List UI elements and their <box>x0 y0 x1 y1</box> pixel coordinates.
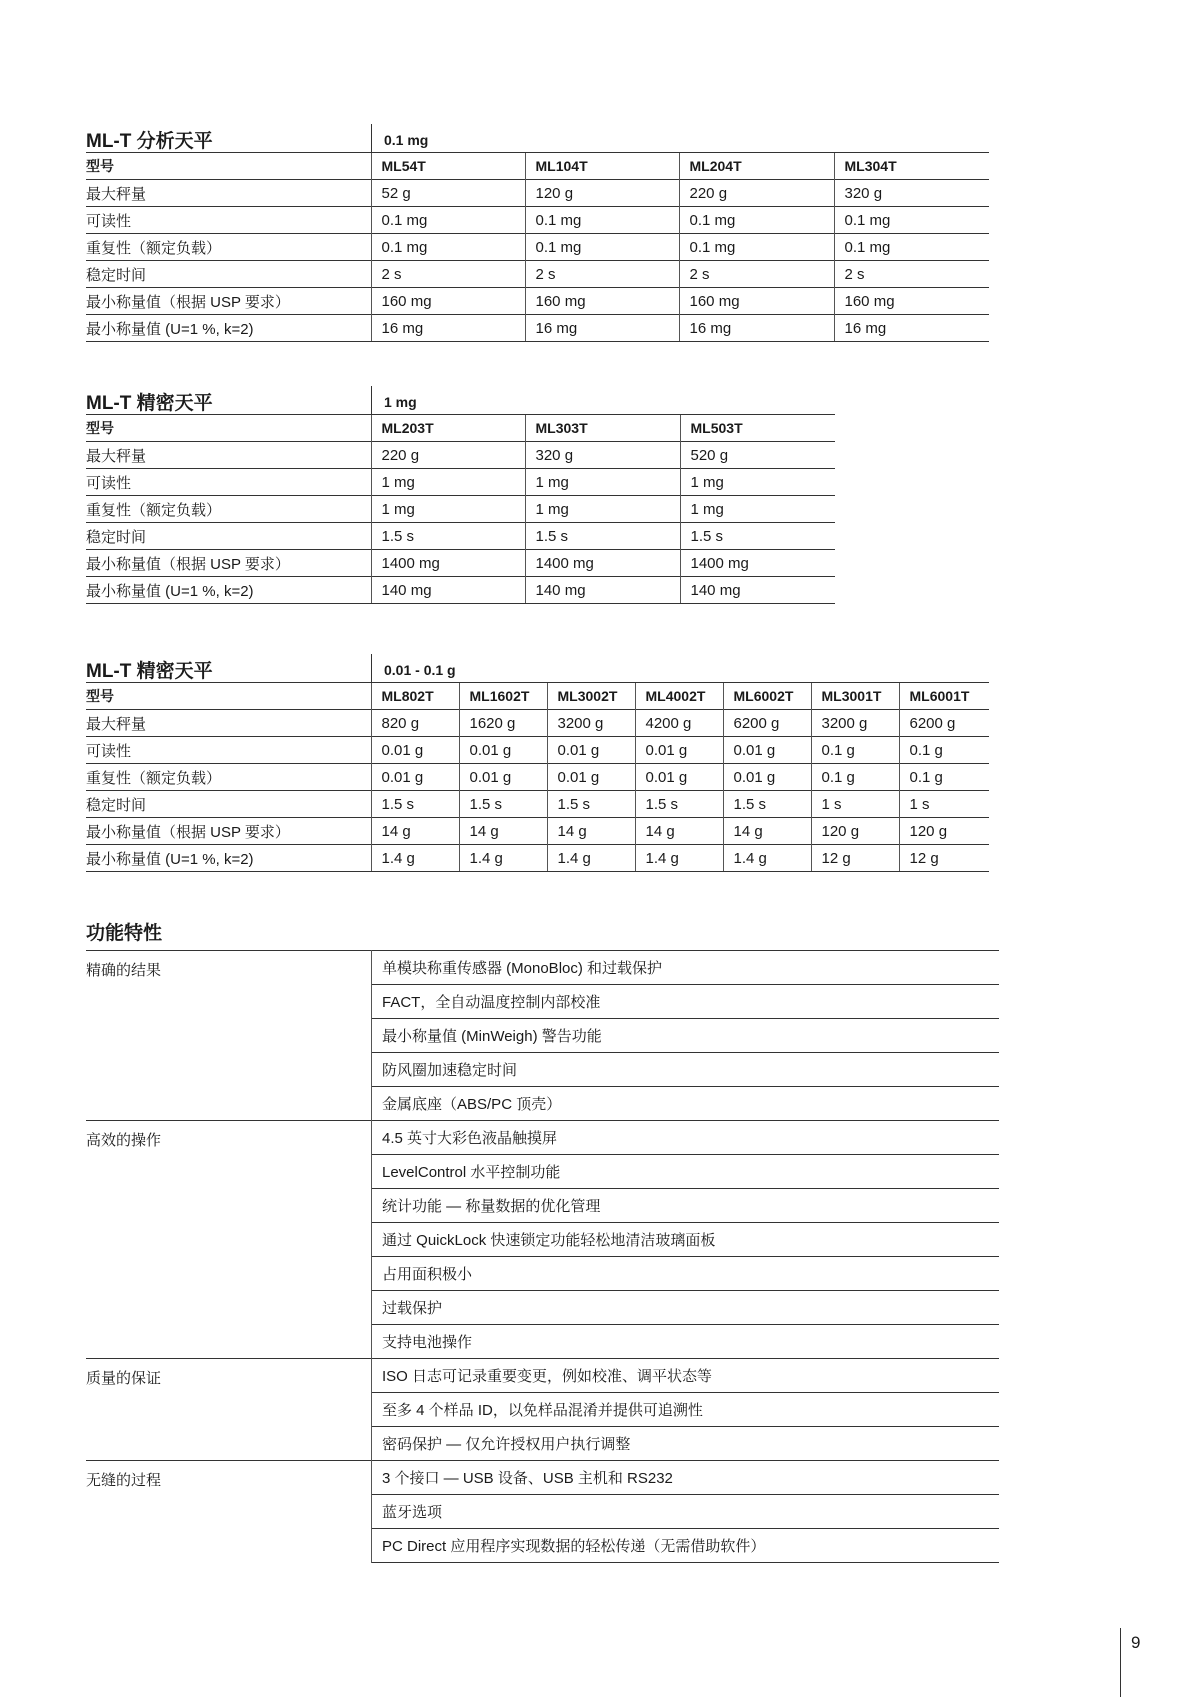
model-name: ML204T <box>679 153 834 180</box>
feature-item: 防风圈加速稳定时间 <box>372 1053 1000 1087</box>
spec-value: 120 g <box>525 180 679 207</box>
spec-value: 320 g <box>834 180 989 207</box>
spec-value: 1 s <box>811 791 899 818</box>
model-row <box>86 153 989 180</box>
spec-row <box>86 577 835 604</box>
spec-title: ML-T 精密天平 <box>86 661 213 682</box>
spec-row <box>86 180 989 207</box>
spec-row <box>86 710 989 737</box>
feature-row <box>86 1461 999 1495</box>
spec-value: 160 mg <box>525 288 679 315</box>
spec-value: 0.01 g <box>371 737 459 764</box>
row-label: 重复性（额定负载） <box>86 496 371 523</box>
model-name: ML802T <box>371 683 459 710</box>
spec-precision: 1 mg <box>384 394 417 410</box>
feature-item: 支持电池操作 <box>372 1325 1000 1359</box>
spec-row <box>86 442 835 469</box>
spec-value: 0.01 g <box>723 737 811 764</box>
spec-value: 2 s <box>679 261 834 288</box>
page-number-rule <box>1120 1628 1121 1697</box>
page-number: 9 <box>1131 1633 1141 1652</box>
feature-row <box>86 951 999 985</box>
spec-value: 1.5 s <box>525 523 680 550</box>
feature-row <box>86 1121 999 1155</box>
spec-title: ML-T 分析天平 <box>86 131 213 152</box>
spec-value: 0.01 g <box>635 737 723 764</box>
spec-value: 1.5 s <box>371 523 525 550</box>
row-label: 稳定时间 <box>86 261 371 288</box>
spec-row <box>86 764 989 791</box>
spec-row <box>86 315 989 342</box>
spec-value: 0.1 mg <box>371 207 525 234</box>
spec-value: 0.01 g <box>371 764 459 791</box>
feature-item: 统计功能 — 称量数据的优化管理 <box>372 1189 1000 1223</box>
model-name: ML3002T <box>547 683 635 710</box>
row-label: 稳定时间 <box>86 523 371 550</box>
row-label: 最大秤量 <box>86 442 371 469</box>
spec-value: 0.1 mg <box>679 207 834 234</box>
heading-separator <box>371 386 372 414</box>
feature-item: 占用面积极小 <box>372 1257 1000 1291</box>
spec-value: 1 mg <box>525 496 680 523</box>
spec-value: 6200 g <box>723 710 811 737</box>
spec-row <box>86 288 989 315</box>
spec-value: 1.4 g <box>459 845 547 872</box>
spec-section-precision-001g <box>86 654 989 872</box>
feature-category: 质量的保证 <box>86 1359 372 1461</box>
spec-value: 1400 mg <box>680 550 835 577</box>
spec-section-precision-1mg <box>86 386 835 604</box>
row-label: 稳定时间 <box>86 791 371 818</box>
spec-value: 1.4 g <box>723 845 811 872</box>
spec-row <box>86 737 989 764</box>
spec-row <box>86 550 835 577</box>
feature-item: ISO 日志可记录重要变更，例如校准、调平状态等 <box>372 1359 1000 1393</box>
feature-item: 密码保护 — 仅允许授权用户执行调整 <box>372 1427 1000 1461</box>
spec-value: 0.01 g <box>459 737 547 764</box>
spec-value: 140 mg <box>371 577 525 604</box>
spec-value: 140 mg <box>525 577 680 604</box>
row-label: 最小称量值 (U=1 %, k=2) <box>86 315 371 342</box>
spec-value: 1.5 s <box>459 791 547 818</box>
spec-value: 16 mg <box>371 315 525 342</box>
spec-row <box>86 818 989 845</box>
spec-value: 0.1 mg <box>834 207 989 234</box>
feature-item: PC Direct 应用程序实现数据的轻松传递（无需借助软件） <box>372 1529 1000 1563</box>
spec-value: 1.4 g <box>547 845 635 872</box>
spec-value: 1400 mg <box>525 550 680 577</box>
spec-value: 16 mg <box>525 315 679 342</box>
model-name: ML303T <box>525 415 680 442</box>
spec-value: 1 mg <box>680 496 835 523</box>
spec-value: 0.01 g <box>635 764 723 791</box>
spec-value: 1 mg <box>680 469 835 496</box>
model-row <box>86 683 989 710</box>
spec-value: 12 g <box>811 845 899 872</box>
spec-value: 160 mg <box>371 288 525 315</box>
spec-value: 0.1 mg <box>834 234 989 261</box>
spec-row <box>86 261 989 288</box>
spec-value: 0.01 g <box>547 764 635 791</box>
row-label: 最大秤量 <box>86 710 371 737</box>
spec-value: 520 g <box>680 442 835 469</box>
spec-row <box>86 469 835 496</box>
spec-value: 2 s <box>371 261 525 288</box>
spec-value: 320 g <box>525 442 680 469</box>
spec-value: 0.1 mg <box>525 207 679 234</box>
spec-value: 3200 g <box>547 710 635 737</box>
spec-precision: 0.01 - 0.1 g <box>384 662 456 678</box>
spec-value: 140 mg <box>680 577 835 604</box>
spec-value: 1 mg <box>525 469 680 496</box>
spec-value: 1 mg <box>371 469 525 496</box>
model-name: ML6002T <box>723 683 811 710</box>
spec-value: 16 mg <box>679 315 834 342</box>
model-name: ML503T <box>680 415 835 442</box>
spec-title: ML-T 精密天平 <box>86 393 213 414</box>
row-label: 重复性（额定负载） <box>86 234 371 261</box>
spec-value: 0.1 mg <box>371 234 525 261</box>
spec-value: 0.1 mg <box>525 234 679 261</box>
heading-separator <box>371 124 372 152</box>
model-name: ML203T <box>371 415 525 442</box>
model-name: ML1602T <box>459 683 547 710</box>
row-label: 最小称量值（根据 USP 要求） <box>86 550 371 577</box>
spec-value: 14 g <box>547 818 635 845</box>
spec-value: 0.1 g <box>811 764 899 791</box>
spec-value: 14 g <box>723 818 811 845</box>
spec-value: 3200 g <box>811 710 899 737</box>
spec-row <box>86 496 835 523</box>
spec-value: 220 g <box>679 180 834 207</box>
spec-value: 6200 g <box>899 710 989 737</box>
feature-category: 高效的操作 <box>86 1121 372 1359</box>
model-name: ML6001T <box>899 683 989 710</box>
spec-precision: 0.1 mg <box>384 132 429 148</box>
row-label: 型号 <box>86 153 371 180</box>
spec-value: 1 mg <box>371 496 525 523</box>
spec-value: 14 g <box>635 818 723 845</box>
feature-item: FACT，全自动温度控制内部校准 <box>372 985 1000 1019</box>
row-label: 可读性 <box>86 207 371 234</box>
spec-value: 120 g <box>899 818 989 845</box>
heading-separator <box>371 654 372 682</box>
spec-row <box>86 523 835 550</box>
spec-value: 0.01 g <box>459 764 547 791</box>
spec-value: 12 g <box>899 845 989 872</box>
row-label: 可读性 <box>86 737 371 764</box>
spec-value: 52 g <box>371 180 525 207</box>
features-table <box>86 950 999 1563</box>
feature-item: 过载保护 <box>372 1291 1000 1325</box>
spec-row <box>86 845 989 872</box>
spec-value: 1.5 s <box>723 791 811 818</box>
spec-value: 220 g <box>371 442 525 469</box>
feature-item: 通过 QuickLock 快速锁定功能轻松地清洁玻璃面板 <box>372 1223 1000 1257</box>
row-label: 最小称量值 (U=1 %, k=2) <box>86 845 371 872</box>
spec-section-analytical <box>86 124 989 342</box>
spec-value: 120 g <box>811 818 899 845</box>
row-label: 最小称量值 (U=1 %, k=2) <box>86 577 371 604</box>
row-label: 型号 <box>86 683 371 710</box>
row-label: 型号 <box>86 415 371 442</box>
row-label: 重复性（额定负载） <box>86 764 371 791</box>
row-label: 最小称量值（根据 USP 要求） <box>86 288 371 315</box>
spec-value: 0.1 g <box>899 764 989 791</box>
spec-table <box>86 682 989 872</box>
feature-item: 单模块称重传感器 (MonoBloc) 和过载保护 <box>372 951 1000 985</box>
spec-value: 2 s <box>834 261 989 288</box>
feature-item: 至多 4 个样品 ID，以免样品混淆并提供可追溯性 <box>372 1393 1000 1427</box>
row-label: 最大秤量 <box>86 180 371 207</box>
feature-category: 无缝的过程 <box>86 1461 372 1563</box>
spec-table <box>86 414 835 604</box>
feature-item: LevelControl 水平控制功能 <box>372 1155 1000 1189</box>
spec-row <box>86 234 989 261</box>
spec-value: 1 s <box>899 791 989 818</box>
spec-value: 16 mg <box>834 315 989 342</box>
model-name: ML304T <box>834 153 989 180</box>
spec-value: 14 g <box>371 818 459 845</box>
row-label: 最小称量值（根据 USP 要求） <box>86 818 371 845</box>
spec-value: 160 mg <box>679 288 834 315</box>
spec-value: 1400 mg <box>371 550 525 577</box>
spec-value: 4200 g <box>635 710 723 737</box>
model-row <box>86 415 835 442</box>
spec-table <box>86 152 989 342</box>
spec-value: 2 s <box>525 261 679 288</box>
spec-value: 820 g <box>371 710 459 737</box>
spec-value: 0.01 g <box>547 737 635 764</box>
row-label: 可读性 <box>86 469 371 496</box>
feature-row <box>86 1359 999 1393</box>
spec-value: 1.5 s <box>371 791 459 818</box>
spec-value: 0.01 g <box>723 764 811 791</box>
feature-item: 4.5 英寸大彩色液晶触摸屏 <box>372 1121 1000 1155</box>
model-name: ML4002T <box>635 683 723 710</box>
spec-row <box>86 791 989 818</box>
feature-category: 精确的结果 <box>86 951 372 1121</box>
feature-item: 最小称量值 (MinWeigh) 警告功能 <box>372 1019 1000 1053</box>
spec-row <box>86 207 989 234</box>
spec-value: 1.4 g <box>635 845 723 872</box>
features-title: 功能特性 <box>86 923 163 944</box>
spec-value: 1.5 s <box>547 791 635 818</box>
spec-value: 1.5 s <box>635 791 723 818</box>
spec-value: 0.1 g <box>811 737 899 764</box>
spec-value: 160 mg <box>834 288 989 315</box>
feature-item: 3 个接口 — USB 设备、USB 主机和 RS232 <box>372 1461 1000 1495</box>
model-name: ML54T <box>371 153 525 180</box>
spec-value: 14 g <box>459 818 547 845</box>
feature-item: 金属底座（ABS/PC 顶壳） <box>372 1087 1000 1121</box>
feature-item: 蓝牙选项 <box>372 1495 1000 1529</box>
spec-value: 1.4 g <box>371 845 459 872</box>
spec-value: 0.1 g <box>899 737 989 764</box>
spec-value: 1620 g <box>459 710 547 737</box>
spec-value: 0.1 mg <box>679 234 834 261</box>
spec-value: 1.5 s <box>680 523 835 550</box>
model-name: ML3001T <box>811 683 899 710</box>
model-name: ML104T <box>525 153 679 180</box>
